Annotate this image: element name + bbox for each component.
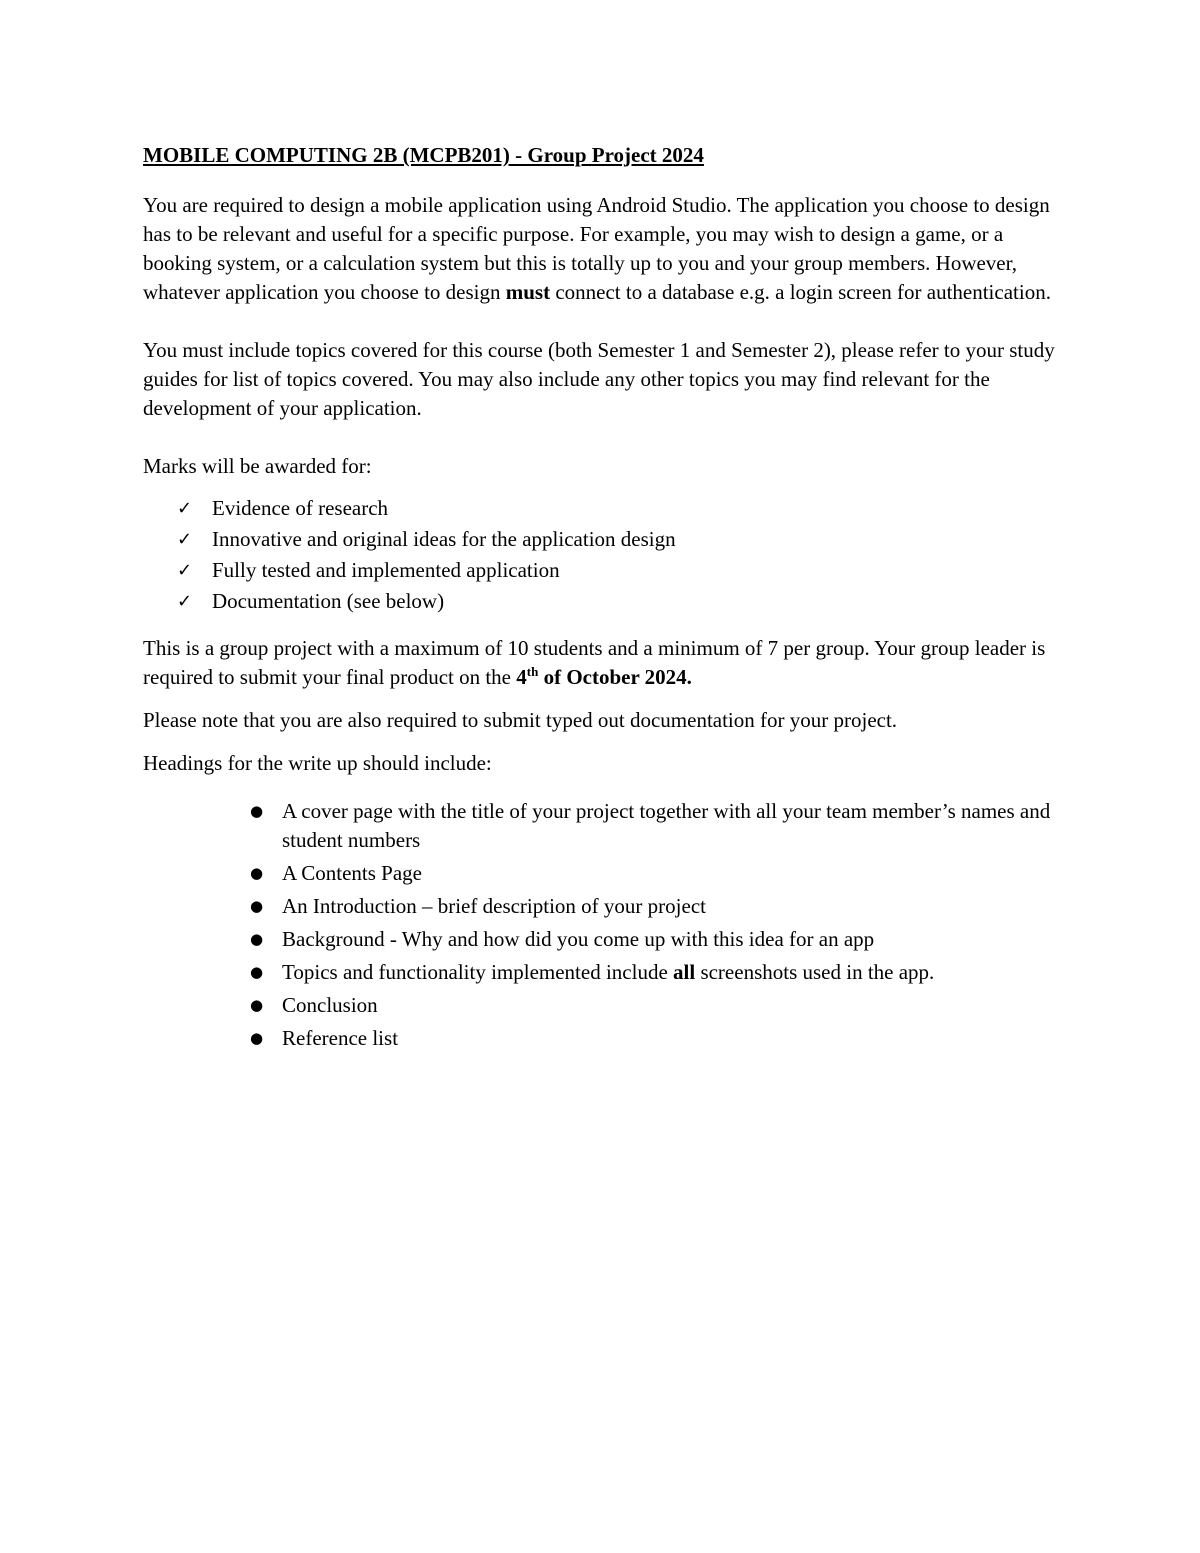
group-text: This is a group project with a maximum of 10 students and a minimum of 7 per group. Your group leader is required to submit your final product on the	[143, 636, 1046, 689]
document-body	[143, 141, 1068, 1057]
headings-list-item	[143, 892, 1068, 921]
marks-item-label: Evidence of research	[212, 496, 389, 520]
marks-list	[143, 493, 1068, 617]
bullet-icon: ●	[250, 864, 264, 882]
headings-list-item	[143, 797, 1068, 855]
marks-item-label: Innovative and original ideas for the application design	[212, 527, 676, 551]
headings-list-item	[143, 925, 1068, 954]
headings-list-item	[143, 991, 1068, 1020]
marks-item-label: Documentation (see below)	[212, 589, 445, 613]
headings-intro: Headings for the write up should include:	[143, 751, 492, 775]
bullet-icon: ●	[250, 1029, 264, 1047]
group-paragraph	[143, 634, 1068, 692]
intro-must-emphasis: must	[505, 280, 551, 304]
marks-list-item	[143, 524, 1068, 555]
headings-item-label: A cover page with the title of your project together with all your team member’s names and student numbers	[282, 799, 1051, 852]
topics-paragraph: You must include topics covered for this course (both Semester 1 and Semester 2), please refer to your study guides for list of topics covered. You may also include any other topics you may find relevant for the development of your application.	[143, 338, 1055, 420]
headings-list	[143, 797, 1068, 1053]
document-title: MOBILE COMPUTING 2B (MCPB201) - Group Project 2024	[143, 143, 704, 167]
topics-item-all-emphasis: all	[673, 960, 696, 984]
bullet-icon: ●	[250, 897, 264, 915]
bullet-icon: ●	[250, 930, 264, 948]
topics-item-end: screenshots used in the app.	[695, 960, 935, 984]
marks-list-item	[143, 493, 1068, 524]
bullet-icon: ●	[250, 963, 264, 981]
intro-paragraph	[143, 191, 1068, 307]
intro-text-start: You are required to design a mobile application using Android Studio. The application you choose to design has to be relevant and useful for a specific purpose. For example, you may wish to design a game, or a booking system, or a calculation system but this is totally up to you and your group members. However, whatever application you choose to design	[143, 193, 1050, 304]
bullet-icon: ●	[250, 996, 264, 1014]
headings-list-item	[143, 1024, 1068, 1053]
marks-intro: Marks will be awarded for:	[143, 454, 372, 478]
marks-item-label: Fully tested and implemented application	[212, 558, 560, 582]
checkmark-icon: ✓	[177, 560, 193, 581]
marks-list-item	[143, 555, 1068, 586]
intro-text-end: connect to a database e.g. a login screen for authentication.	[550, 280, 1051, 304]
due-date	[516, 665, 692, 689]
topics-item-start: Topics and functionality implemented include	[282, 960, 674, 984]
headings-list-item	[143, 958, 1068, 987]
headings-item-label: Conclusion	[282, 993, 378, 1017]
due-day: 4	[516, 665, 527, 689]
checkmark-icon: ✓	[177, 591, 193, 612]
headings-item-label: An Introduction – brief description of your project	[282, 894, 706, 918]
bullet-icon: ●	[250, 802, 264, 820]
headings-item-label: Background - Why and how did you come up with this idea for an app	[282, 927, 875, 951]
headings-item-label: Reference list	[282, 1026, 399, 1050]
due-month-year: of October 2024.	[538, 665, 692, 689]
marks-list-item	[143, 586, 1068, 617]
headings-list-item	[143, 859, 1068, 888]
checkmark-icon: ✓	[177, 498, 193, 519]
checkmark-icon: ✓	[177, 529, 193, 550]
documentation-note: Please note that you are also required to submit typed out documentation for your project.	[143, 708, 898, 732]
headings-item-label: A Contents Page	[282, 861, 422, 885]
due-day-suffix: th	[526, 664, 539, 679]
